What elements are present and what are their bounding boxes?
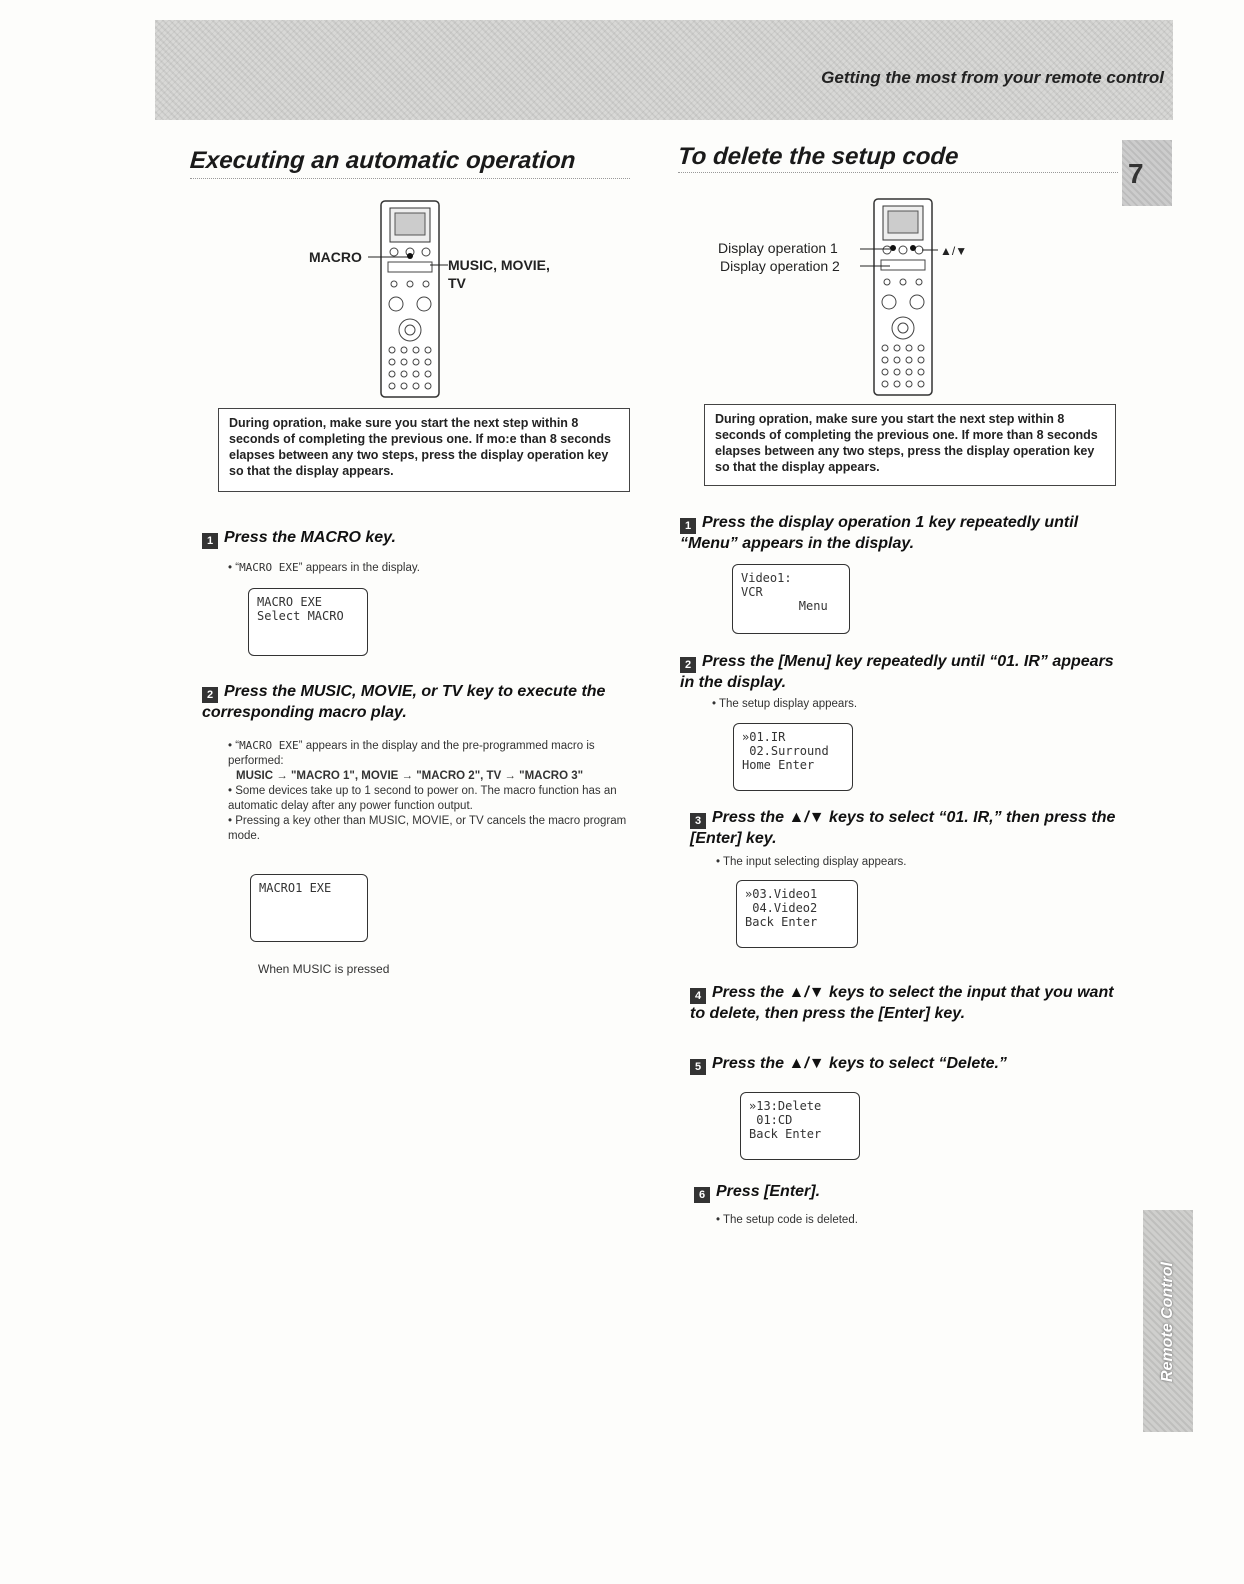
left-callout-lines <box>360 250 460 270</box>
step-text: Press the ▲/▼ keys to select “01. IR,” then press the [Enter] key. <box>690 809 1116 847</box>
step-number: 3 <box>690 813 706 829</box>
step-number: 2 <box>202 687 218 703</box>
step-number: 1 <box>202 533 218 549</box>
left-step-1 <box>202 528 632 549</box>
bullet-text: appears in the display. <box>302 562 420 574</box>
bullet-1: • “MACRO EXE” appears in the display and the pre-programmed macro is performed: <box>228 739 595 767</box>
macro-mapping: MUSIC → "MACRO 1", MOVIE → "MACRO 2", TV → "MACRO 3" <box>236 770 584 782</box>
step-number: 1 <box>680 518 696 534</box>
macro-callout: MACRO <box>309 249 362 265</box>
lcd-code: MACRO EXE <box>239 561 299 574</box>
right-step-1 <box>680 513 1110 553</box>
right-step-2 <box>680 652 1120 692</box>
left-note-box: During opration, make sure you start the next step within 8 seconds of completing the previous one. If mo:e than 8 seconds elapses between any two steps, press the display operation key so that the display appears. <box>218 408 630 492</box>
right-step-4 <box>690 983 1120 1023</box>
bullet-text: The setup display appears. <box>719 698 858 710</box>
right-step-6-bullet: • The setup code is deleted. <box>716 1214 858 1226</box>
left-section-title: Executing an automatic operation <box>189 147 577 174</box>
left-step-2 <box>202 682 622 722</box>
step-text: Press the ▲/▼ keys to select the input that you want to delete, then press the [Enter] key. <box>690 984 1114 1022</box>
right-step-5 <box>690 1054 1120 1075</box>
lcd-code: MACRO EXE <box>239 739 299 752</box>
bullet-text: appears in the display and the pre-programmed macro is performed: <box>228 740 595 767</box>
step-number: 5 <box>690 1059 706 1075</box>
left-step-2-bullets <box>228 738 640 844</box>
music-movie-callout: MUSIC, MOVIE, <box>448 257 550 273</box>
step-text: Press the MACRO key. <box>224 529 396 546</box>
right-step-6 <box>694 1182 1124 1203</box>
right-callout-lines <box>860 240 950 280</box>
right-step-2-bullet: • The setup display appears. <box>712 698 858 710</box>
bullet-text: The input selecting display appears. <box>723 856 907 868</box>
side-tab-label: Remote Control <box>1159 1262 1176 1382</box>
bullet-text: Pressing a key other than MUSIC, MOVIE, or TV cancels the macro program mode. <box>228 815 627 842</box>
step-text: Press the display operation 1 key repeatedly until “Menu” appears in the display. <box>680 514 1079 552</box>
step-text: Press the ▲/▼ keys to select “Delete.” <box>712 1055 1007 1072</box>
lcd-setup-menu: »01.IR 02.Surround Home Enter <box>733 723 853 791</box>
lcd-caption: When MUSIC is pressed <box>258 962 390 976</box>
bullet-text: Some devices take up to 1 second to power on. The macro function has an automatic delay after any power function output. <box>228 785 617 812</box>
chapter-number: 7 <box>1128 158 1144 189</box>
left-step-1-bullet: • “MACRO EXE” appears in the display. <box>228 561 420 574</box>
lcd-video1-menu: Video1: VCR Menu <box>732 564 850 634</box>
display-operation-2-callout: Display operation 2 <box>720 258 840 274</box>
bullet-3: • Pressing a key other than MUSIC, MOVIE, or TV cancels the macro program mode. <box>228 815 627 842</box>
step-number: 4 <box>690 988 706 1004</box>
step-text: Press the MUSIC, MOVIE, or TV key to execute the corresponding macro play. <box>202 683 606 721</box>
right-section-title: To delete the setup code <box>677 143 960 170</box>
tv-callout: TV <box>448 275 466 291</box>
remote-illustration-right <box>873 198 933 396</box>
step-number: 2 <box>680 657 696 673</box>
step-text: Press the [Menu] key repeatedly until “01. IR” appears in the display. <box>680 653 1114 691</box>
remote-illustration-left <box>380 200 440 398</box>
right-title-rule <box>678 172 1118 173</box>
lcd-macro1-exe: MACRO1 EXE <box>250 874 368 942</box>
display-operation-1-callout: Display operation 1 <box>718 240 838 256</box>
step-number: 6 <box>694 1187 710 1203</box>
step-text: Press [Enter]. <box>716 1183 821 1200</box>
right-step-3-bullet: • The input selecting display appears. <box>716 856 907 868</box>
right-note-box: During opration, make sure you start the next step within 8 seconds of completing the previous one. If more than 8 seconds elapses between any two steps, press the display operation key so that the display appears. <box>704 404 1116 486</box>
lcd-delete: »13:Delete 01:CD Back Enter <box>740 1092 860 1160</box>
lcd-input-select: »03.Video1 04.Video2 Back Enter <box>736 880 858 948</box>
right-step-3 <box>690 808 1120 848</box>
bullet-2: • Some devices take up to 1 second to power on. The macro function has an automatic delay after any power function output. <box>228 785 617 812</box>
bullet-text: The setup code is deleted. <box>723 1214 858 1226</box>
header-title: Getting the most from your remote control <box>821 68 1164 87</box>
left-title-rule <box>190 178 630 179</box>
lcd-macro-exe: MACRO EXE Select MACRO <box>248 588 368 656</box>
up-down-callout: ▲/▼ <box>940 244 968 258</box>
